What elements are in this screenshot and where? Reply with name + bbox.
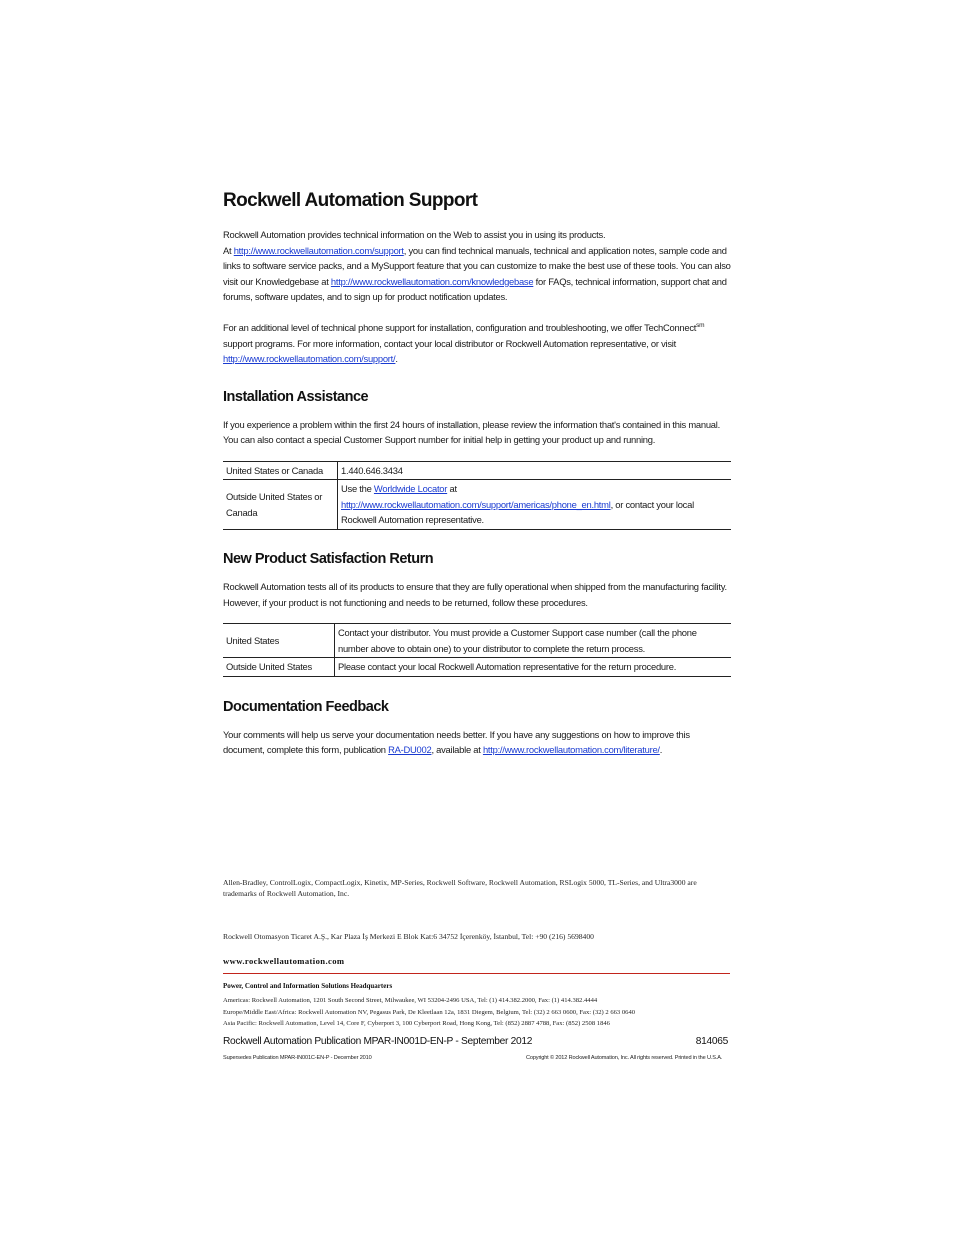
turkey-address: Rockwell Otomasyon Ticaret A.Ş., Kar Plaza İş Merkezi E Blok Kat:6 34752 İçerenköy, İstanbul, Tel: +90 (216) 5698400: [223, 932, 594, 941]
techconnect-pre: For an additional level of technical phone support for installation, configuration and troubleshooting, we offer TechConnect: [223, 321, 697, 333]
website-url[interactable]: www.rockwellautomation.com: [223, 956, 345, 966]
installation-row2-post: , or contact your local Rockwell Automation representative.: [341, 498, 694, 526]
table-row: [223, 624, 731, 658]
knowledgebase-url-link[interactable]: http://www.rockwellautomation.com/knowledgebase: [330, 275, 534, 287]
hq-addresses: [223, 995, 730, 1030]
support-intro-paragraph: [223, 227, 731, 305]
hq-asia: Asia Pacific: Rockwell Automation, Level 14, Core F, Cyberport 3, 100 Cyberport Road, Hong Kong, Tel: (852) 2887 4788, Fax: (852) 2508 1846: [223, 1020, 610, 1027]
feedback-text-pre: Your comments will help us serve your documentation needs better. If you have any suggestions on how to improve this document, complete this form, publication: [223, 728, 690, 756]
publication-id: Rockwell Automation Publication MPAR-IN001D-EN-P - September 2012: [223, 1036, 533, 1047]
table-row: [223, 461, 731, 480]
support-heading: Rockwell Automation Support: [223, 190, 478, 211]
phone-url-link[interactable]: http://www.rockwellautomation.com/support/americas/phone_en.html: [341, 498, 611, 510]
installation-row2-label: Outside United States or Canada: [223, 480, 338, 530]
techconnect-period: .: [395, 353, 398, 365]
return-row1-label: United States: [223, 624, 335, 658]
installation-row1-value: 1.440.646.3434: [341, 464, 403, 476]
return-table: [223, 623, 731, 677]
return-text: Rockwell Automation tests all of its products to ensure that they are fully operational when shipped from the manufacturing facility. However, if your product is not functioning and needs to be returned, follow these procedures.: [223, 580, 727, 608]
feedback-period: .: [659, 744, 663, 756]
support-url2-link[interactable]: http://www.rockwellautomation.com/support/: [223, 353, 396, 365]
feedback-text: [223, 727, 731, 758]
table-row: [223, 480, 731, 530]
page-content: [223, 190, 731, 758]
support-url-link[interactable]: http://www.rockwellautomation.com/support: [233, 244, 404, 256]
installation-row2-at: at: [447, 483, 457, 495]
return-row2-label: Outside United States: [223, 658, 335, 677]
supersedes-note: Supersedes Publication MPAR-IN001C-EN-P - December 2010: [223, 1055, 372, 1061]
support-intro-at: At: [223, 244, 234, 256]
feedback-heading: Documentation Feedback: [223, 698, 389, 715]
installation-heading: Installation Assistance: [223, 388, 369, 405]
worldwide-locator-link[interactable]: Worldwide Locator: [373, 483, 448, 495]
techconnect-sup: sm: [696, 321, 705, 329]
return-row1-value: Contact your distributor. You must provide a Customer Support case number (call the phone number above to obtain one) to your distributor to complete the return process.: [338, 627, 697, 654]
installation-row2-pre: Use the: [341, 483, 374, 495]
return-row2-value: Please contact your local Rockwell Automation representative for the return procedure.: [335, 658, 732, 677]
literature-url-link[interactable]: http://www.rockwellautomation.com/literature/: [482, 744, 660, 756]
hq-europe: Europe/Middle East/Africa: Rockwell Automation NV, Pegasus Park, De Kleetlaan 12a, 1831 Diegem, Belgium, Tel: (32) 2 663 0600, Fax: (32) 2 663 0640: [223, 1008, 636, 1016]
footer-divider: [223, 973, 730, 974]
table-row: [223, 658, 731, 677]
publication-number: 814065: [695, 1036, 728, 1047]
installation-row1-label: United States or Canada: [223, 461, 338, 480]
support-intro-line1: Rockwell Automation provides technical information on the Web to assist you in using its products.: [223, 229, 606, 240]
ra-du002-link[interactable]: RA-DU002: [388, 744, 432, 756]
techconnect-paragraph: [223, 320, 731, 367]
installation-row2-value: [338, 480, 732, 530]
copyright-note: Copyright © 2012 Rockwell Automation, Inc. All rights reserved. Printed in the U.S.A.: [526, 1055, 723, 1061]
publication-line: [223, 1036, 728, 1052]
return-heading: New Product Satisfaction Return: [223, 550, 434, 567]
installation-text: If you experience a problem within the first 24 hours of installation, please review the information that's contained in this manual. You can also contact a special Customer Support number for initial help in getting your product up and running.: [223, 418, 720, 446]
support-intro-mid: , you can find technical manuals, technical and application notes, sample code and links to software service packs, and a MySupport feature that you can customize to make the best use of these tools. You can also visit our Knowledgebase at: [223, 244, 731, 287]
techconnect-post: support programs. For more information, contact your local distributor or Rockwell Automation representative, or visit: [223, 337, 676, 349]
support-intro-end: for FAQs, technical information, support chat and forums, software updates, and to sign up for product notification updates.: [223, 275, 727, 303]
feedback-text-mid: , available at: [431, 744, 483, 756]
trademark-notice: Allen-Bradley, ControlLogix, CompactLogix, Kinetix, MP-Series, Rockwell Software, Rockwell Automation, RSLogix 5000, TL-Series, and Ultra3000 are trademarks of Rockwell Automation, Inc.: [223, 878, 697, 898]
hq-title: Power, Control and Information Solutions Headquarters: [223, 982, 393, 990]
installation-table: [223, 461, 731, 530]
hq-americas: Americas: Rockwell Automation, 1201 South Second Street, Milwaukee, WI 53204-2496 USA, Tel: (1) 414.382.2000, Fax: (1) 414.382.4444: [223, 997, 598, 1004]
